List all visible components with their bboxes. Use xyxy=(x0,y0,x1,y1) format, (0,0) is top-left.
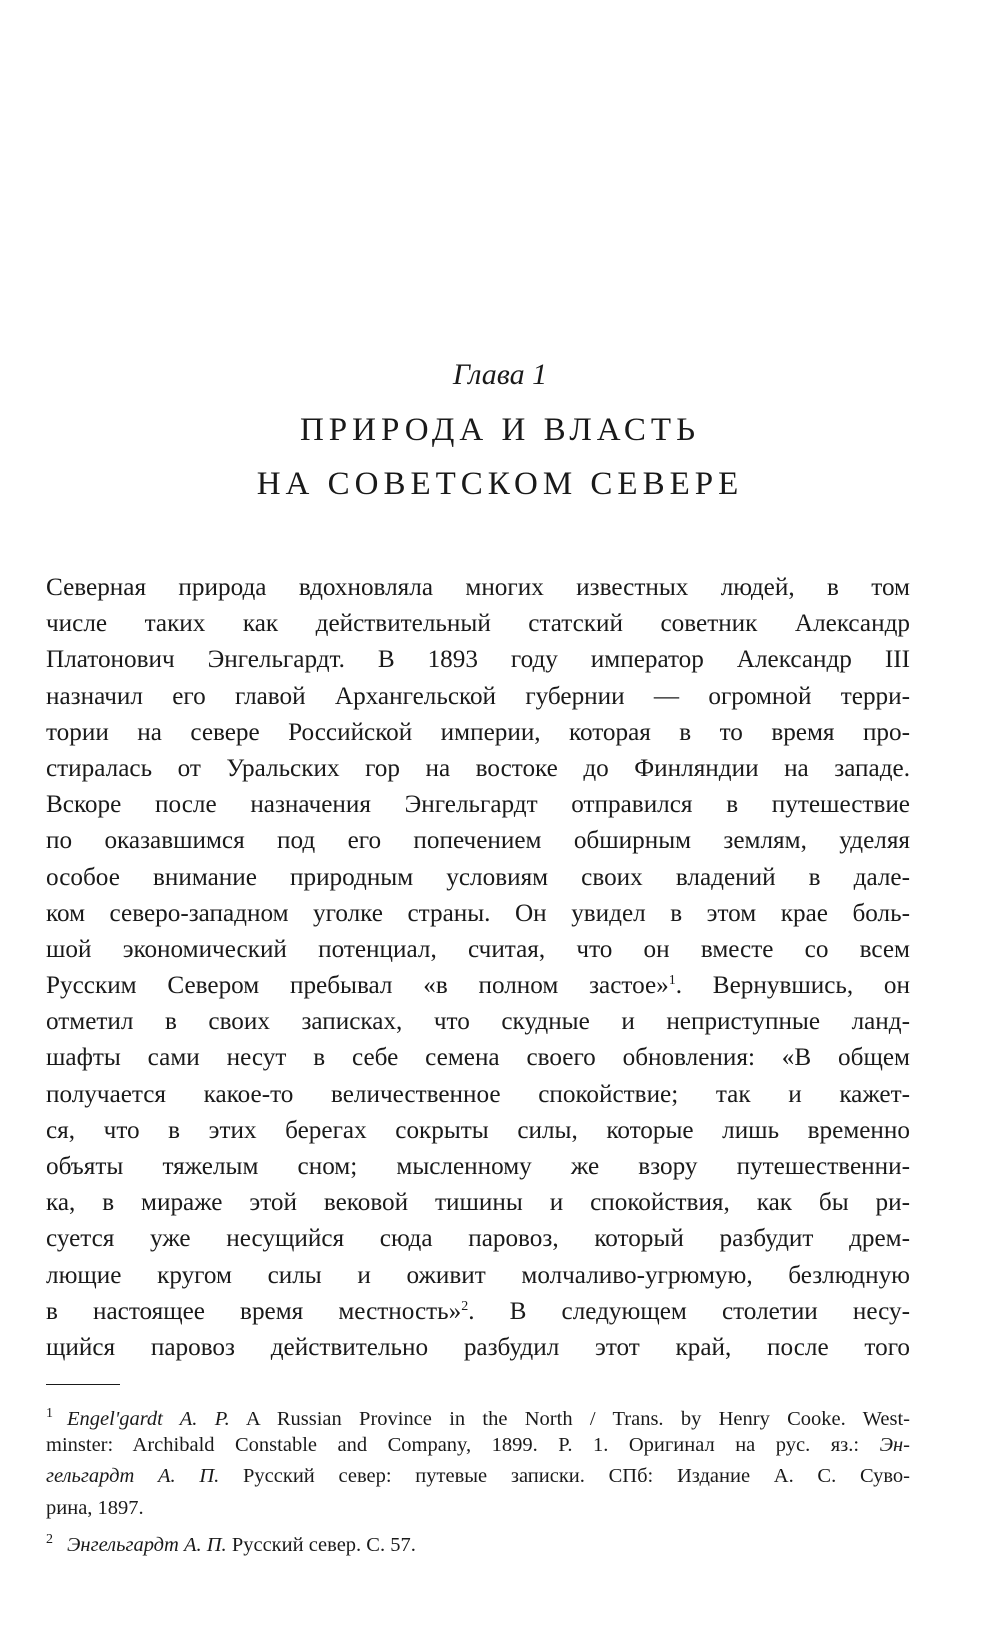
footnote-text: A Russian Province in the North / Trans. by Henry Cooke. West- xyxy=(245,1408,910,1430)
footnote-1-line-1 xyxy=(46,1398,910,1430)
text-segment: в настоящее время местность» xyxy=(46,1297,462,1325)
text-segment: Русским Севером пребывал «в полном застое» xyxy=(46,972,669,1000)
text-line: шафты сами несут в себе семена своего обновления: «В общем xyxy=(46,1044,910,1072)
text-line: лющие кругом силы и оживит молчаливо-угрюмую, безлюдную xyxy=(46,1261,910,1289)
footnote-1-line-2 xyxy=(46,1430,910,1462)
footnote-mark-1: 1 xyxy=(46,1406,53,1421)
text-line: Платонович Энгельгардт. В 1893 году император Александр III xyxy=(46,646,910,674)
text-line: по оказавшимся под его попечением обширным землям, уделяя xyxy=(46,827,910,855)
footnote-author: Engel'gardt A. P. xyxy=(67,1408,230,1430)
text-segment: . Вернувшись, он xyxy=(675,972,911,1000)
body-paragraph xyxy=(46,570,910,1366)
footnote-mark-2: 2 xyxy=(46,1532,53,1547)
text-line-with-footnote-1 xyxy=(46,968,910,1004)
footnote-author: гельгардт А. П. xyxy=(46,1465,220,1487)
text-line: особое внимание природным условиям своих владений в дале- xyxy=(46,863,910,891)
text-line: Вскоре после назначения Энгельгардт отправился в путешествие xyxy=(46,791,910,819)
text-line: шой экономический потенциал, считая, что он вместе со всем xyxy=(46,935,910,963)
text-line: Северная природа вдохновляла многих известных людей, в том xyxy=(46,574,910,601)
text-line: тории на севере Российской империи, которая в то время про- xyxy=(46,718,910,746)
footnote-text: minster: Archibald Constable and Company, 1899. P. 1. Оригинал на рус. яз.: xyxy=(46,1433,860,1456)
footnote-author: Эн- xyxy=(879,1433,910,1456)
chapter-title xyxy=(0,403,1000,511)
footnote-text: Русский север: путевые записки. СПб: Издание А. С. Суво- xyxy=(243,1465,910,1487)
text-line-with-footnote-2 xyxy=(46,1294,910,1330)
footnote-2 xyxy=(46,1524,910,1556)
text-line: назначил его главой Архангельской губернии — огромной терри- xyxy=(46,682,910,710)
text-line: ся, что в этих берегах сокрыты силы, которые лишь временно xyxy=(46,1116,910,1144)
text-line: числе таких как действительный статский советник Александр xyxy=(46,610,910,638)
footnote-ref-2[interactable]: 2 xyxy=(461,1298,469,1314)
footnote-1-line-3 xyxy=(46,1461,910,1493)
footnote-ref-1[interactable]: 1 xyxy=(668,973,676,989)
footnote-1-line-4: рина, 1897. xyxy=(46,1496,144,1519)
text-line: получается какое-то величественное спокойствие; так и кажет- xyxy=(46,1080,910,1108)
text-line: стиралась от Уральских гор на востоке до Финляндии на западе. xyxy=(46,754,910,782)
text-line: ком северо-западном уголке страны. Он увидел в этом крае боль- xyxy=(46,899,910,927)
text-line: ка, в мираже этой вековой тишины и спокойствия, как бы ри- xyxy=(46,1189,910,1217)
text-line: отметил в своих записках, что скудные и неприступные ланд- xyxy=(46,1008,910,1036)
text-line: суется уже несущийся сюда паровоз, который разбудит дрем- xyxy=(46,1225,910,1253)
text-line: объяты тяжелым сном; мысленному же взору путешественни- xyxy=(46,1153,910,1180)
text-line: щийся паровоз действительно разбудил этот край, после того xyxy=(46,1333,910,1361)
footnotes xyxy=(46,1398,910,1556)
footnote-author: Энгельгардт А. П. xyxy=(67,1534,227,1556)
chapter-title-line-2: НА СОВЕТСКОМ СЕВЕРЕ xyxy=(256,466,744,502)
text-segment: . В следующем столетии несу- xyxy=(468,1297,910,1325)
chapter-title-line-1: ПРИРОДА И ВЛАСТЬ xyxy=(299,412,701,448)
footnote-divider xyxy=(46,1384,120,1385)
chapter-label: Глава 1 xyxy=(452,358,548,391)
footnote-text: Русский север. С. 57. xyxy=(231,1534,416,1556)
